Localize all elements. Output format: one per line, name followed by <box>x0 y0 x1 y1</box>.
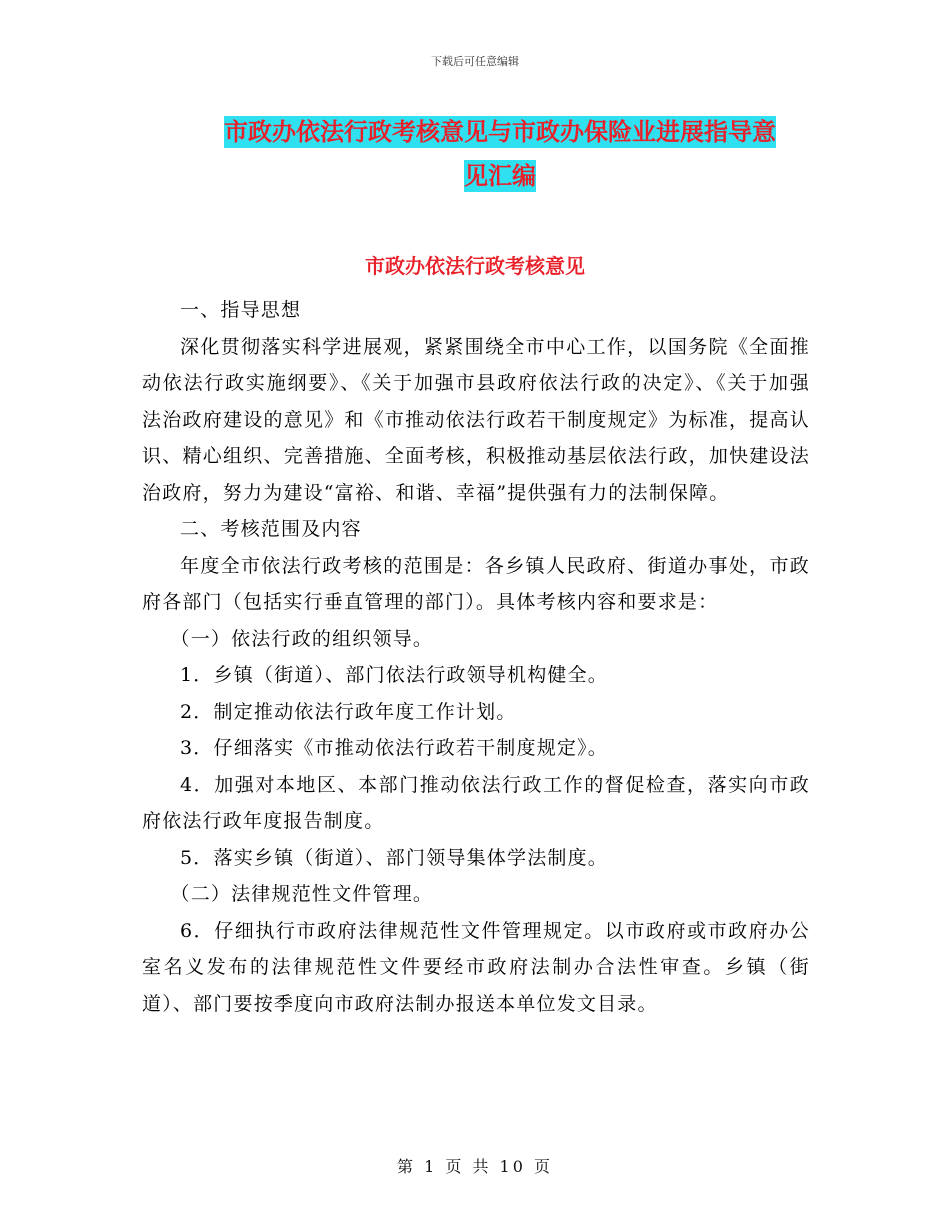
paragraph-heading-scope: 二、考核范围及内容 <box>180 518 362 540</box>
paragraph-item: 6．仔细执行市政府法律规范性文件管理规定。以市政府或市政府办公室名义发布的法律规范性文件要经市政府法制办合法性审查。乡镇（街道）、部门要按季度向市政府法制办报送本单位发文目录。 <box>142 919 810 1015</box>
paragraph-subheading: （二）法律规范性文件管理。 <box>170 883 434 905</box>
paragraph: 深化贯彻落实科学进展观，紧紧围绕全市中心工作，以国务院《全面推动依法行政实施纲要》、《关于加强市县政府依法行政的决定》、《关于加强法治政府建设的意见》和《市推动依法行政若干制度规定》为标准，提高认识、精心组织、完善措施、全面考核，积极推动基层依法行政，加快建设法治政府，努力为建设“富裕、和谐、幸福”提供强有力的法制保障。 <box>142 335 810 504</box>
paragraph-subheading: （一）依法行政的组织领导。 <box>170 627 434 650</box>
paragraph-item: 4．加强对本地区、本部门推动依法行政工作的督促检查，落实向市政府依法行政年度报告制度。 <box>142 773 810 832</box>
header-note: 下载后可任意编辑 <box>431 55 519 68</box>
document-body <box>142 292 810 1022</box>
paragraph: 年度全市依法行政考核的范围是：各乡镇人民政府、街道办事处，市政府各部门（包括实行垂直管理的部门）。具体考核内容和要求是： <box>142 554 810 613</box>
document-title-line-2: 见汇编 <box>464 162 536 190</box>
document-title-line-1: 市政办依法行政考核意见与市政办保险业进展指导意 <box>224 118 776 146</box>
paragraph-item: 3．仔细落实《市推动依法行政若干制度规定》。 <box>180 737 608 759</box>
section-title: 市政办依法行政考核意见 <box>365 254 585 278</box>
page-footer: 第 1 页 共 10 页 <box>397 1157 553 1176</box>
document-title <box>180 110 820 198</box>
paragraph-item: 2．制定推动依法行政年度工作计划。 <box>180 700 517 723</box>
paragraph-item: 5．落实乡镇（街道）、部门领导集体学法制度。 <box>180 846 608 869</box>
paragraph-item: 1．乡镇（街道）、部门依法行政领导机构健全。 <box>180 664 608 686</box>
paragraph-heading-guiding-thought: 一、指导思想 <box>180 299 302 321</box>
